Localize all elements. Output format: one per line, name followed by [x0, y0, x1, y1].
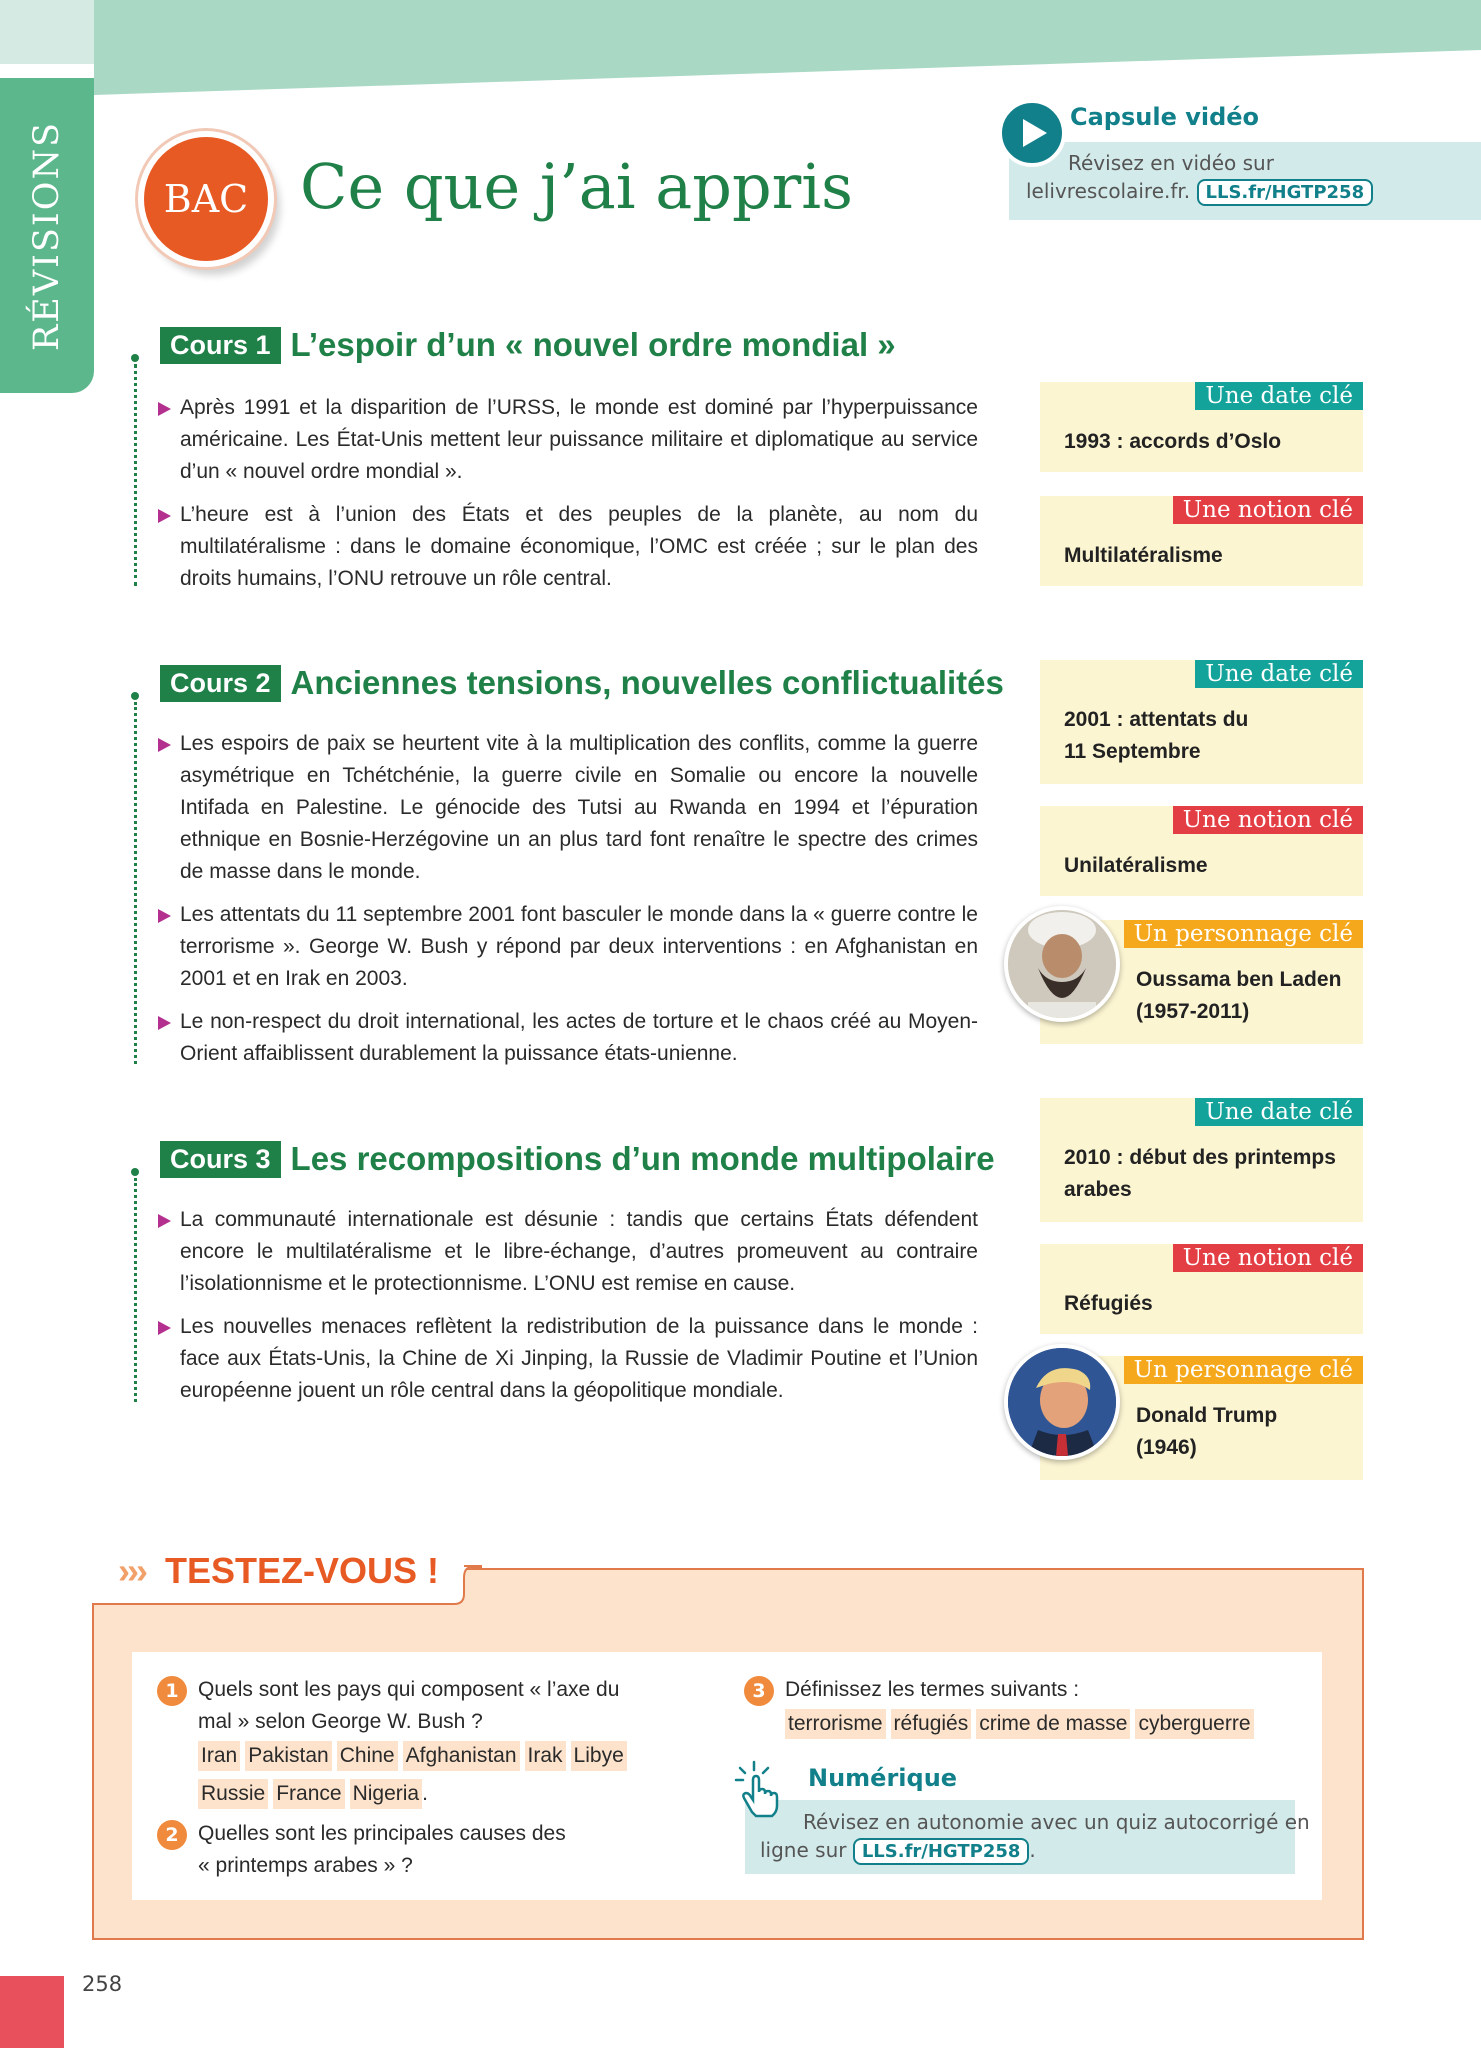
- dotted-line: [134, 1178, 137, 1402]
- answer-chip[interactable]: Russie: [198, 1779, 268, 1809]
- page-corner-mark: [0, 1976, 64, 2048]
- answer-chip[interactable]: Afghanistan: [403, 1741, 520, 1771]
- card-tag: Une date clé: [1195, 382, 1363, 410]
- answer-chips: [198, 1740, 678, 1772]
- key-date-card: [1040, 1098, 1363, 1222]
- dot-marker: [131, 1168, 139, 1176]
- dot-marker: [131, 354, 139, 362]
- chevrons-icon: ›››: [118, 1550, 145, 1591]
- card-text: 11 Septembre: [1064, 740, 1201, 763]
- answer-chip[interactable]: Irak: [525, 1741, 566, 1771]
- key-notion-card: [1040, 1244, 1363, 1334]
- card-text: Unilatéralisme: [1064, 854, 1208, 877]
- section-label: RÉVISIONS: [27, 120, 67, 351]
- card-text: arabes: [1064, 1178, 1132, 1201]
- term-chip[interactable]: crime de masse: [976, 1709, 1130, 1739]
- video-link[interactable]: LLS.fr/HGTP258: [1197, 179, 1374, 206]
- answer-chip[interactable]: Libye: [571, 1741, 627, 1771]
- bullet-item: Le non-respect du droit international, les actes de torture et le chaos créé au Moyen-Orient affaiblissent durablement la puissance états-unienne.: [158, 1006, 978, 1070]
- card-text: Donald Trump: [1136, 1404, 1278, 1427]
- bullet-item: Les attentats du 11 septembre 2001 font basculer le monde dans la « guerre contre le terrorisme ». George W. Bush y répond par deux interventions : en Afghanistan en 2001 et en Irak en 2003.: [158, 899, 978, 995]
- video-capsule-text: Révisez en vidéo sur: [1068, 151, 1274, 175]
- card-tag: Une notion clé: [1173, 1244, 1363, 1272]
- card-tag: Une notion clé: [1173, 806, 1363, 834]
- portrait-image: [1004, 906, 1120, 1022]
- card-tag: Une date clé: [1195, 1098, 1363, 1126]
- card-text: Réfugiés: [1064, 1292, 1153, 1315]
- question-text: Définissez les termes suivants :: [785, 1678, 1080, 1701]
- dotted-line: [134, 364, 137, 586]
- course-tag: Cours 1: [160, 327, 281, 364]
- answer-chip[interactable]: France: [273, 1779, 344, 1809]
- key-notion-card: [1040, 806, 1363, 896]
- answer-chip[interactable]: Nigeria: [350, 1779, 423, 1809]
- numerique-text-prefix: ligne sur: [760, 1838, 847, 1862]
- course-1-heading: [160, 326, 896, 364]
- course-title: Les recompositions d’un monde multipolaire: [290, 1140, 995, 1177]
- question-number: 3: [744, 1676, 774, 1706]
- course-tag: Cours 2: [160, 665, 281, 702]
- card-tag: Un personnage clé: [1124, 920, 1363, 948]
- term-chips: [785, 1708, 1305, 1740]
- video-capsule-text-2: [1026, 179, 1373, 206]
- bullet-item: Après 1991 et la disparition de l’URSS, le monde est dominé par l’hyperpuissance américaine. Les État-Unis mettent leur puissance militaire et diplomatique au service d’un « nouvel ordre mondial ».: [158, 392, 978, 488]
- quiz-link[interactable]: LLS.fr/HGTP258: [853, 1838, 1030, 1865]
- sentence-end: .: [422, 1782, 428, 1805]
- card-tag: Une notion clé: [1173, 496, 1363, 524]
- revisions-side-tab: [0, 78, 94, 393]
- portrait-image: [1004, 1344, 1120, 1460]
- question-number: 2: [157, 1820, 187, 1850]
- course-3-heading: [160, 1140, 995, 1178]
- key-date-card: [1040, 660, 1363, 784]
- question-1: [198, 1674, 678, 1810]
- key-notion-card: [1040, 496, 1363, 586]
- question-number: 1: [157, 1676, 187, 1706]
- answer-chip[interactable]: Iran: [198, 1741, 240, 1771]
- card-text: (1957-2011): [1136, 1000, 1250, 1023]
- course-2-heading: [160, 664, 1004, 702]
- numerique-title: Numérique: [808, 1764, 958, 1792]
- course-3-bullets: [158, 1204, 978, 1418]
- question-2: [198, 1818, 678, 1882]
- dot-marker: [131, 692, 139, 700]
- test-heading: [118, 1550, 439, 1592]
- course-2-bullets: [158, 728, 978, 1081]
- dotted-line: [134, 702, 137, 1064]
- page-title: Ce que j’ai appris: [300, 150, 853, 223]
- card-text: 2010 : début des printemps: [1064, 1146, 1336, 1169]
- card-text: 2001 : attentats du: [1064, 708, 1249, 731]
- course-tag: Cours 3: [160, 1141, 281, 1178]
- video-capsule-site: lelivrescolaire.fr.: [1026, 179, 1191, 203]
- bullet-item: L’heure est à l’union des États et des peuples de la planète, au nom du multilatéralisme : dans le domaine économique, l’OMC est créée ; sur le plan des droits humains, l’ONU retrouve un rôle central.: [158, 499, 978, 595]
- play-icon[interactable]: [998, 99, 1066, 167]
- key-date-card: [1040, 382, 1363, 472]
- header-band: [0, 0, 1481, 100]
- bullet-item: La communauté internationale est désunie : tandis que certains États défendent encore le multilatéralisme et le libre-échange, d’autres promeuvent au contraire l’isolationnisme et le protectionnisme. L’ONU est remise en cause.: [158, 1204, 978, 1300]
- card-text: (1946): [1136, 1436, 1197, 1459]
- question-text: Quels sont les pays qui composent « l’axe du: [198, 1678, 620, 1701]
- question-text: Quelles sont les principales causes des: [198, 1822, 566, 1845]
- answer-chips: [198, 1778, 678, 1810]
- answer-chip[interactable]: Pakistan: [245, 1741, 332, 1771]
- course-title: Anciennes tensions, nouvelles conflictualités: [290, 664, 1004, 701]
- course-1-bullets: [158, 392, 978, 606]
- card-text: 1993 : accords d’Oslo: [1064, 430, 1282, 453]
- card-tag: Une date clé: [1195, 660, 1363, 688]
- question-3: [785, 1674, 1305, 1740]
- term-chip[interactable]: terrorisme: [785, 1709, 886, 1739]
- page-number: 258: [82, 1972, 123, 1996]
- numerique-text-2: [760, 1838, 1036, 1865]
- question-text: « printemps arabes » ?: [198, 1854, 413, 1877]
- card-text: Multilatéralisme: [1064, 544, 1223, 567]
- sentence-end: .: [1029, 1838, 1036, 1862]
- term-chip[interactable]: réfugiés: [891, 1709, 972, 1739]
- card-tag: Un personnage clé: [1124, 1356, 1363, 1384]
- answer-chip[interactable]: Chine: [337, 1741, 398, 1771]
- bullet-item: Les espoirs de paix se heurtent vite à la multiplication des conflits, comme la guerre asymétrique en Tchétchénie, la guerre civile en Somalie ou encore la nouvelle Intifada en Palestine. Le génocide des Tutsi au Rwanda en 1994 et l’épuration ethnique en Bosnie-Herzégovine un an plus tard font renaître le spectre des crimes de masse dans le monde.: [158, 728, 978, 888]
- term-chip[interactable]: cyberguerre: [1135, 1709, 1253, 1739]
- bullet-item: Les nouvelles menaces reflètent la redistribution de la puissance dans le monde : face aux États-Unis, la Chine de Xi Jinping, la Russie de Vladimir Poutine et l’Union européenne jouent un rôle central dans la géopolitique mondiale.: [158, 1311, 978, 1407]
- numerique-text: Révisez en autonomie avec un quiz autocorrigé en: [803, 1810, 1310, 1834]
- video-capsule-title: Capsule vidéo: [1070, 103, 1260, 131]
- course-title: L’espoir d’un « nouvel ordre mondial »: [290, 326, 896, 363]
- test-heading-text: TESTEZ-VOUS !: [164, 1550, 439, 1591]
- bac-badge: BAC: [138, 131, 274, 267]
- question-text: mal » selon George W. Bush ?: [198, 1710, 483, 1733]
- tap-hand-icon: [734, 1760, 786, 1818]
- card-text: Oussama ben Laden: [1136, 968, 1342, 991]
